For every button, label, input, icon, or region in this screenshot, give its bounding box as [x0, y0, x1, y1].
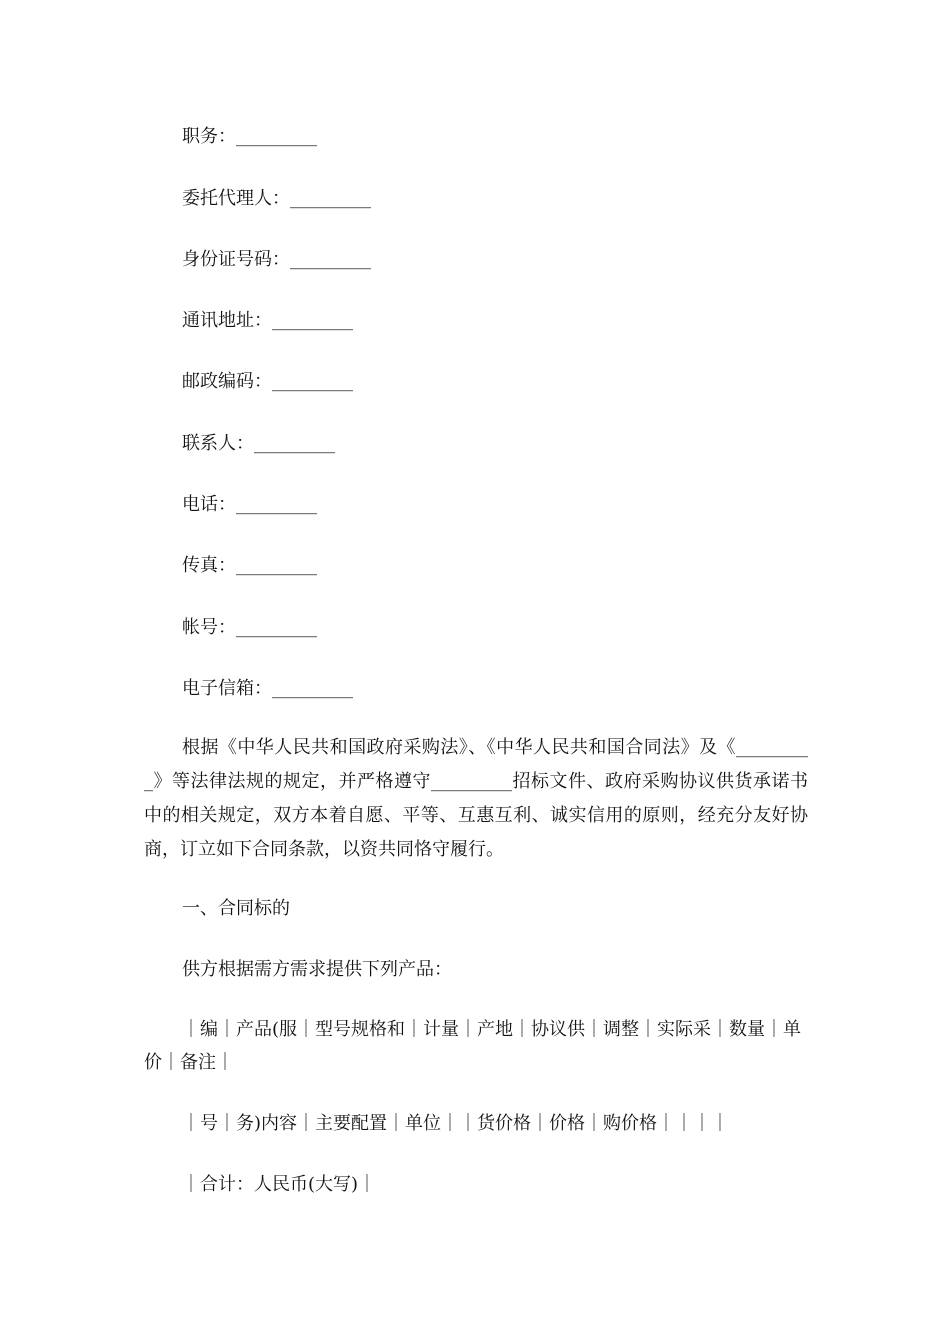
table-row-subheader: ｜号｜务)内容｜主要配置｜单位｜｜货价格｜价格｜购价格｜｜｜｜	[182, 1113, 730, 1134]
field-agent: 委托代理人：_________	[182, 188, 371, 209]
table-total-row: ｜合计：人民币(大写)｜	[182, 1174, 377, 1195]
field-position: 职务：_________	[182, 126, 317, 147]
field-id-number: 身份证号码：_________	[182, 249, 371, 270]
field-email: 电子信箱：_________	[182, 678, 353, 699]
field-fax: 传真：_________	[182, 555, 317, 576]
field-address: 通讯地址：_________	[182, 310, 353, 331]
field-postcode: 邮政编码：_________	[182, 371, 353, 392]
intro-line: 供方根据需方需求提供下列产品：	[182, 959, 452, 980]
table-row-header: ｜编｜产品(服｜型号规格和｜计量｜产地｜协议供｜调整｜实际采｜数量｜单价｜备注｜	[144, 1019, 802, 1073]
field-contact: 联系人：_________	[182, 433, 335, 454]
main-paragraph: 根据《中华人民共和国政府采购法》、《中华人民共和国合同法》及《_________》等法律法规的规定，并严格遵守_________招标文件、政府采购协议供货承诺书中的相关规定，双方本着自愿、平等、互惠互利、诚实信用的原则，经充分友好协商，订立如下合同条款，以资共同恪守履行。	[144, 737, 808, 860]
field-account: 帐号：_________	[182, 617, 317, 638]
field-phone: 电话：_________	[182, 494, 317, 515]
section-title: 一、合同标的	[182, 898, 290, 919]
